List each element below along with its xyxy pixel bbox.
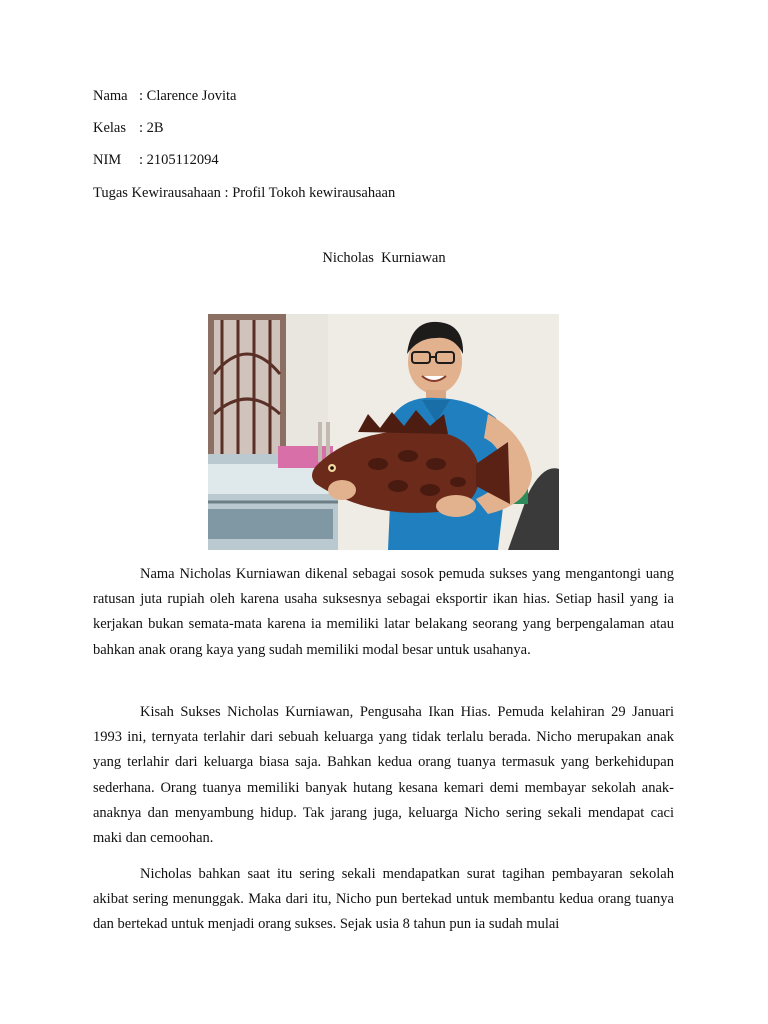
class-label: Kelas: [93, 120, 127, 136]
student-id-line: [93, 150, 219, 170]
student-id-value: : 2105112094: [139, 152, 219, 168]
class-line: [93, 118, 164, 138]
name-label: Nama: [93, 88, 128, 104]
document-title: Nicholas Kurniawan: [322, 250, 446, 266]
class-value: : 2B: [139, 120, 164, 136]
student-id-label: NIM: [93, 152, 122, 168]
name-value: : Clarence Jovita: [139, 88, 237, 104]
paragraph: Kisah Sukses Nicholas Kurniawan, Pengusaha Ikan Hias. Pemuda kelahiran 29 Januari 1993 ini, ternyata terlahir dari sebuah keluarga yang tidak terlalu berada. Nicho merupakan anak yang terlahir dari keluarga biasa saja. Bahkan kedua orang tuanya termasuk yang berkehidupan sederhana. Orang tuanya memiliki banyak hutang kesana kemari demi membayar sekolah anak-anaknya dan menyambung hidup. Tak jarang juga, keluarga Nicho sering sekali mendapat caci maki dan cemoohan.: [93, 704, 674, 847]
name-line: [93, 86, 236, 106]
assignment-line: Tugas Kewirausahaan : Profil Tokoh kewirausahaan: [93, 185, 396, 201]
paragraph: Nama Nicholas Kurniawan dikenal sebagai sosok pemuda sukses yang mengantongi uang ratusan juta rupiah oleh karena usaha suksesnya sebagai eksportir ikan hias. Setiap hasil yang ia kerjakan bukan semata-mata karena ia memiliki latar belakang seorang yang berpengalaman atau bahkan anak orang kaya yang sudah memiliki modal besar untuk usahanya.: [93, 566, 674, 658]
profile-photo: [208, 314, 559, 550]
paragraph: Nicholas bahkan saat itu sering sekali mendapatkan surat tagihan pembayaran sekolah akibat sering menunggak. Maka dari itu, Nicho pun bertekad untuk membantu kedua orang tuanya dan bertekad untuk menjadi orang sukses. Sejak usia 8 tahun pun ia sudah mulai: [93, 866, 674, 933]
